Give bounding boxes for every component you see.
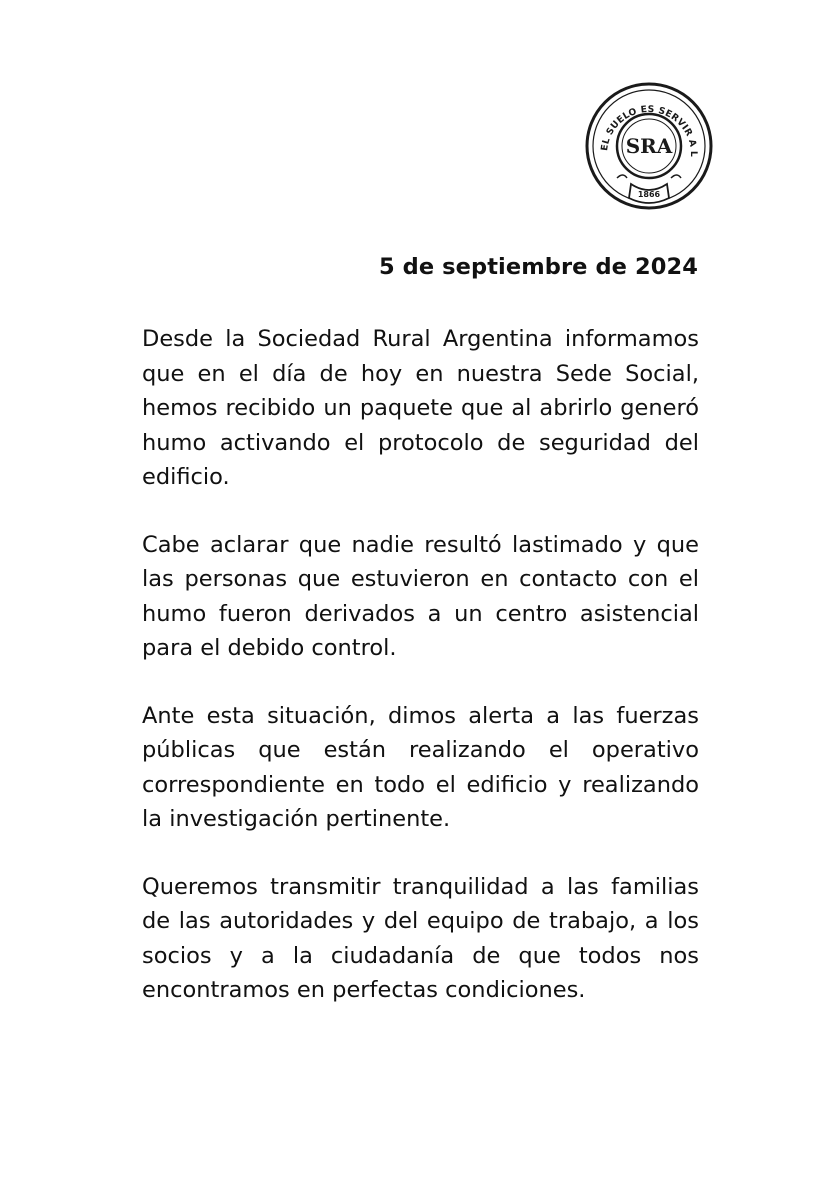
svg-text:CULTIVAR EL SUELO ES SERVIR A: EL SUELO ES SERVIR A L	[599, 103, 700, 158]
document-date: 5 de septiembre de 2024	[378, 254, 698, 280]
sra-seal-icon	[583, 80, 715, 212]
paragraph-1: Desde la Sociedad Rural Argentina informamos que en el día de hoy en nuestra Sede Social, hemos recibido un paquete que al abrirlo generó humo activando el protocolo de seguridad del edificio.	[142, 326, 699, 490]
paragraph-3: Ante esta situación, dimos alerta a las fuerzas públicas que están realizando el operativo correspondiente en todo el edificio y realizando la investigación pertinente.	[142, 702, 699, 832]
statement-body	[142, 322, 699, 1041]
paragraph-4: Queremos transmitir tranquilidad a las familias de las autoridades y del equipo de trabajo, a los socios y a la ciudadanía de que todos nos encontramos en perfectas condiciones.	[142, 873, 699, 1003]
sra-logo	[583, 80, 715, 212]
paragraph-2: Cabe aclarar que nadie resultó lastimado y que las personas que estuvieron en contacto con el humo fueron derivados a un centro asistencial para el debido control.	[142, 531, 699, 661]
svg-text:SRA: SRA	[625, 134, 673, 158]
svg-text:1866: 1866	[637, 190, 661, 199]
